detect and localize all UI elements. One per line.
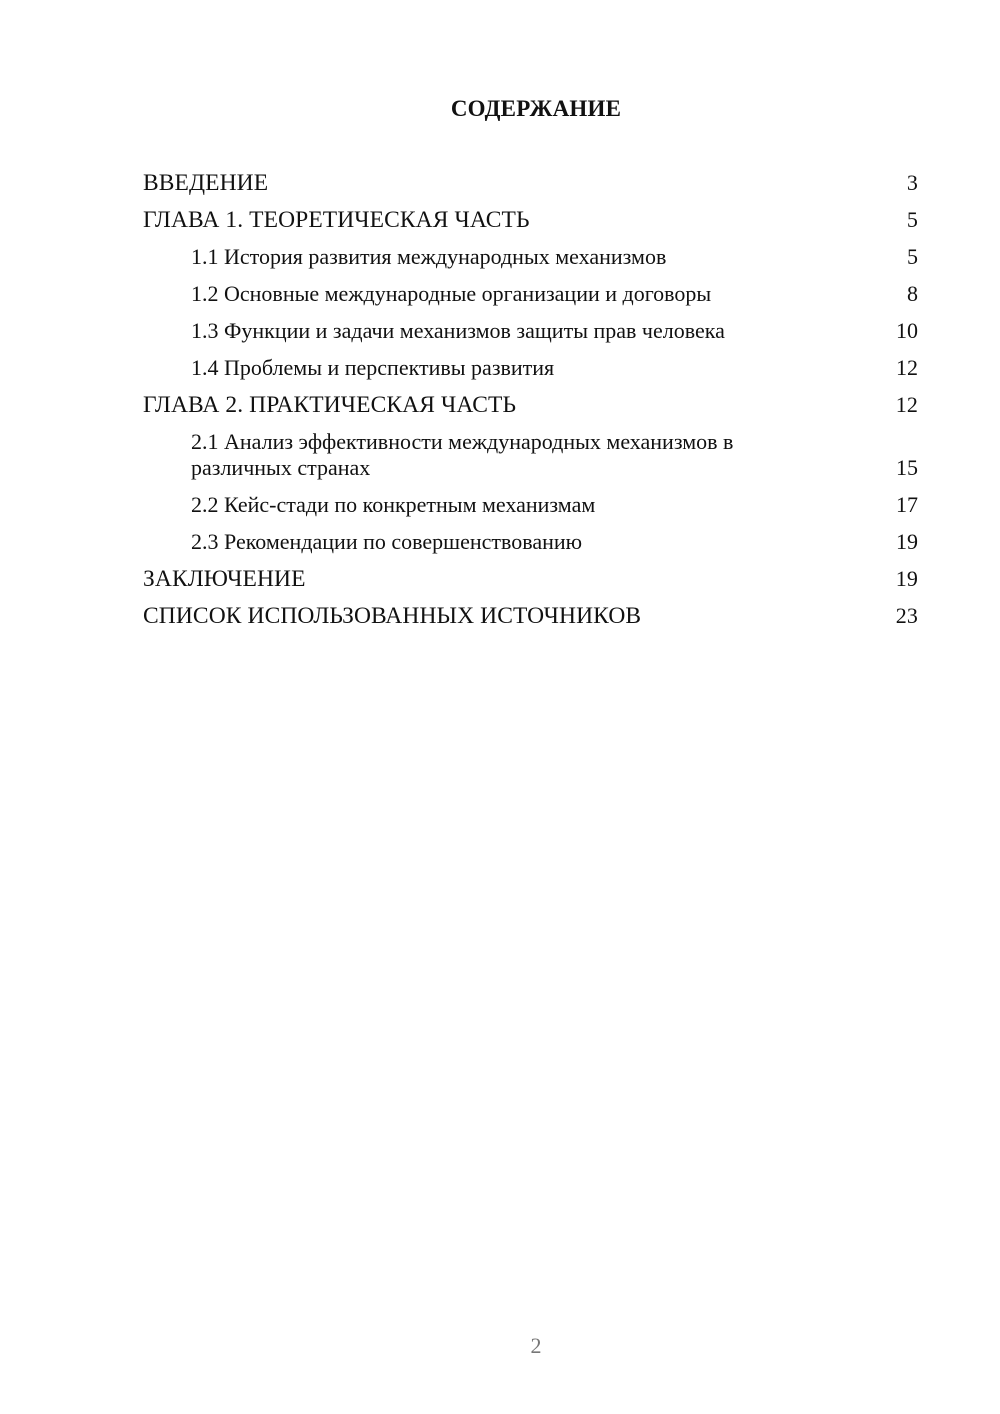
- toc-entry-section-1-1[interactable]: [143, 244, 918, 270]
- toc-entry-label: ГЛАВА 1. ТЕОРЕТИЧЕСКАЯ ЧАСТЬ: [143, 207, 530, 233]
- toc-entry-page: 19: [895, 566, 918, 591]
- toc-entry-label: СПИСОК ИСПОЛЬЗОВАННЫХ ИСТОЧНИКОВ: [143, 603, 642, 629]
- toc-entry-label: 1.1 История развития международных механизмов: [191, 244, 667, 269]
- toc-entry-chapter-1[interactable]: [143, 207, 918, 233]
- toc-entry-section-1-4[interactable]: [143, 355, 918, 381]
- toc-entry-page: 12: [896, 355, 918, 380]
- toc-entry-page: 19: [896, 529, 918, 554]
- toc-entry-section-1-3[interactable]: [143, 318, 918, 344]
- toc-entry-label: 2.1 Анализ эффективности международных механизмов в различных странах: [191, 429, 734, 480]
- toc-entry-page: 8: [907, 281, 918, 306]
- toc-entry-page: 12: [895, 392, 918, 417]
- toc-entry-label: 2.2 Кейс-стади по конкретным механизмам: [191, 492, 596, 517]
- toc-entry-page: 10: [896, 318, 918, 343]
- toc-entry-label: ВВЕДЕНИЕ: [143, 170, 269, 196]
- toc-entry-label: ЗАКЛЮЧЕНИЕ: [143, 566, 306, 592]
- toc-entry-conclusion[interactable]: [143, 566, 918, 592]
- toc-entry-page: 3: [906, 170, 918, 195]
- toc-entry-page: 17: [896, 492, 918, 517]
- toc-entry-page: 15: [896, 455, 918, 480]
- toc-entry-section-2-3[interactable]: [143, 529, 918, 555]
- toc-entry-references[interactable]: [143, 603, 918, 629]
- toc-entry-chapter-2[interactable]: [143, 392, 918, 418]
- toc-entry-label: 1.3 Функции и задачи механизмов защиты прав человека: [191, 318, 725, 343]
- toc-entry-page: 23: [895, 603, 918, 628]
- toc-entry-introduction[interactable]: [143, 170, 918, 196]
- toc-entry-page: 5: [907, 244, 918, 269]
- toc-entry-label: ГЛАВА 2. ПРАКТИЧЕСКАЯ ЧАСТЬ: [143, 392, 517, 418]
- toc-entry-section-2-2[interactable]: [143, 492, 918, 518]
- toc-entry-page: 5: [906, 207, 918, 232]
- toc-entry-section-2-1[interactable]: [143, 429, 918, 481]
- toc-entry-label: 1.2 Основные международные организации и договоры: [191, 281, 712, 306]
- page-number: 2: [530, 1333, 542, 1358]
- toc-entry-section-1-2[interactable]: [143, 281, 918, 307]
- page-title: СОДЕРЖАНИЕ: [450, 96, 622, 121]
- toc-entry-label: 2.3 Рекомендации по совершенствованию: [191, 529, 583, 554]
- table-of-contents: [143, 170, 918, 640]
- toc-entry-label: 1.4 Проблемы и перспективы развития: [191, 355, 555, 380]
